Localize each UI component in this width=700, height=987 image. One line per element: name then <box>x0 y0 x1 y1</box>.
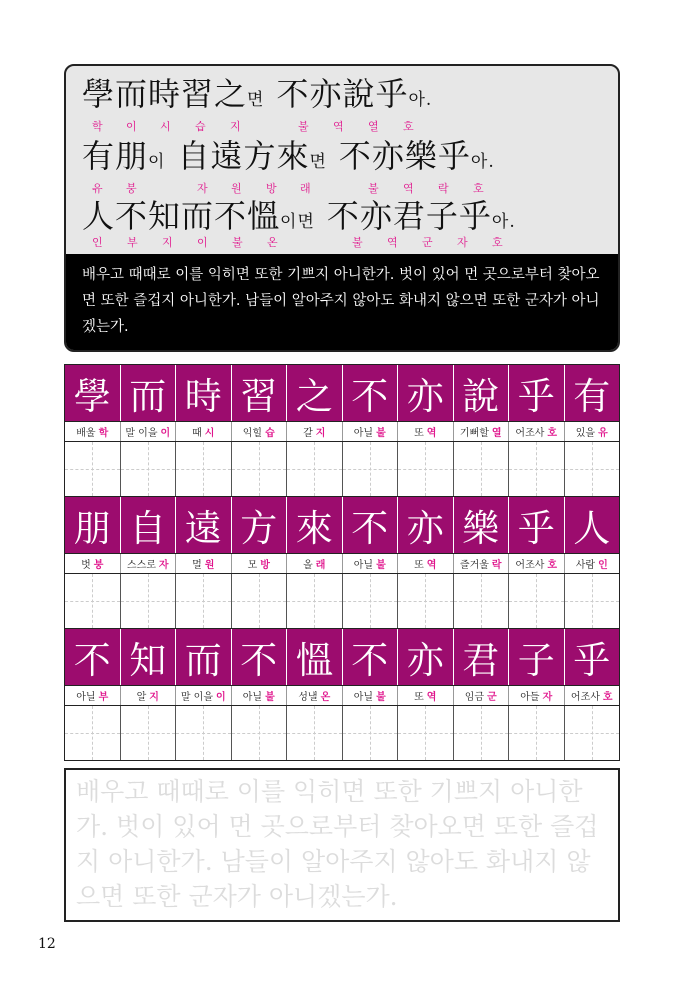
reading: 부 <box>127 236 138 249</box>
hanja-char: 人 <box>573 507 611 550</box>
reading: 온 <box>267 236 278 249</box>
writing-row <box>65 442 619 497</box>
meaning-text: 말 이을 <box>125 428 158 439</box>
writing-cell[interactable] <box>509 706 565 760</box>
meaning-label <box>121 686 177 705</box>
meaning-text: 아닐 <box>242 692 263 703</box>
meaning-text: 멀 <box>192 560 202 571</box>
writing-cell[interactable] <box>343 574 399 628</box>
tracing-text: 배우고 때때로 이를 익히면 또한 기쁘지 아니한가. 벗이 있어 먼 곳으로부터 찾아오면 또한 즐겁지 아니한가. 남들이 알아주지 않아도 화내지 않으면 또한 군자가 아니겠는가. <box>76 777 599 911</box>
page-number: 12 <box>38 936 56 952</box>
suffix: 아. <box>491 212 516 232</box>
writing-cell[interactable] <box>232 706 288 760</box>
meaning-text: 스스로 <box>126 560 156 571</box>
writing-cell[interactable] <box>565 574 620 628</box>
tracing-text-box[interactable] <box>64 768 620 922</box>
reading: 학 <box>92 120 103 133</box>
writing-cell[interactable] <box>454 442 510 496</box>
meaning-label <box>343 554 399 573</box>
meaning-text: 또 <box>414 428 424 439</box>
reading: 이 <box>126 120 137 133</box>
reading: 호 <box>492 236 503 249</box>
grid-row-block <box>65 365 619 497</box>
sound-text: 원 <box>204 560 215 571</box>
reading: 지 <box>162 236 173 249</box>
sound-text: 이 <box>216 692 226 703</box>
writing-cell[interactable] <box>398 442 454 496</box>
meaning-row <box>65 685 619 706</box>
meaning-label <box>176 422 232 441</box>
hanja-char: 亦 <box>398 629 454 685</box>
sound-text: 역 <box>426 428 437 439</box>
hanja-row <box>65 497 619 553</box>
hanja-char: 樂 <box>454 497 510 553</box>
meaning-text: 익힐 <box>242 428 263 439</box>
meaning-label <box>509 422 565 441</box>
hanja-char: 不 <box>65 629 121 685</box>
reading: 불 <box>298 120 309 133</box>
hanja-char: 乎 <box>573 639 611 682</box>
hanja-char: 學 <box>65 365 121 421</box>
hanja-char: 知 <box>121 629 177 685</box>
sound-text: 방 <box>260 560 270 571</box>
writing-cell[interactable] <box>454 574 510 628</box>
hanja-char: 君 <box>454 629 510 685</box>
hanja-char: 朋 <box>65 497 121 553</box>
meaning-label <box>287 422 343 441</box>
sound-text: 부 <box>98 692 109 703</box>
meaning-text: 갈 <box>303 428 313 439</box>
writing-cell[interactable] <box>343 706 399 760</box>
hanja-char: 乎 <box>509 365 565 421</box>
suffix: 아. <box>408 90 433 110</box>
reading: 자 <box>457 236 468 249</box>
meaning-row <box>65 553 619 574</box>
meaning-label <box>565 686 620 705</box>
meaning-label <box>176 686 232 705</box>
reading: 방 <box>266 182 277 195</box>
hanja-char: 亦 <box>398 497 454 553</box>
sound-text: 락 <box>491 560 502 571</box>
meaning-label <box>176 554 232 573</box>
writing-cell[interactable] <box>121 442 177 496</box>
hanja-char: 慍 <box>287 629 343 685</box>
sound-text: 불 <box>265 692 275 703</box>
sound-text: 시 <box>204 428 215 439</box>
meaning-text: 모 <box>247 560 258 571</box>
hanja-char: 有 <box>573 375 611 418</box>
meaning-label <box>121 422 177 441</box>
reading: 시 <box>160 120 171 133</box>
hanja-char: 遠 <box>176 497 232 553</box>
hanja-char: 方 <box>232 497 288 553</box>
writing-cell[interactable] <box>176 574 232 628</box>
hanja-char: 習 <box>232 365 288 421</box>
meaning-text: 배울 <box>76 428 96 439</box>
meaning-label <box>232 686 288 705</box>
meaning-text: 즐거울 <box>459 560 489 571</box>
meaning-label <box>509 686 565 705</box>
meaning-text: 올 <box>303 560 313 571</box>
meaning-label <box>398 554 454 573</box>
meaning-label <box>65 686 121 705</box>
hanja-char: 自 <box>121 497 177 553</box>
writing-cell[interactable] <box>121 574 177 628</box>
writing-cell[interactable] <box>121 706 177 760</box>
hanja-char: 時 <box>176 365 232 421</box>
hanja-char: 乎 <box>509 497 565 553</box>
sound-text: 학 <box>98 428 109 439</box>
meaning-label <box>454 422 510 441</box>
meaning-row <box>65 421 619 442</box>
sound-text: 호 <box>547 560 558 571</box>
writing-cell[interactable] <box>343 442 399 496</box>
meaning-label <box>343 422 399 441</box>
practice-grid <box>64 364 620 761</box>
hanja-char: 不 <box>232 629 288 685</box>
writing-cell[interactable] <box>176 706 232 760</box>
writing-cell[interactable] <box>287 442 343 496</box>
hanja-line-1 <box>82 76 432 118</box>
sound-text: 불 <box>376 428 386 439</box>
sound-text: 습 <box>265 428 275 439</box>
hanja-row <box>65 629 619 685</box>
hanja-line-3 <box>82 198 516 240</box>
meaning-text: 알 <box>136 692 147 703</box>
quote-box <box>64 64 620 352</box>
meaning-text: 또 <box>414 560 424 571</box>
sound-text: 지 <box>149 692 159 703</box>
writing-cell[interactable] <box>565 706 620 760</box>
writing-row <box>65 706 619 761</box>
reading: 원 <box>231 182 242 195</box>
writing-cell[interactable] <box>176 442 232 496</box>
reading: 지 <box>230 120 241 133</box>
reading: 군 <box>422 236 433 249</box>
sound-text: 유 <box>598 428 608 439</box>
meaning-label <box>509 554 565 573</box>
writing-cell[interactable] <box>398 574 454 628</box>
meaning-text: 또 <box>414 692 424 703</box>
meaning-label <box>565 554 620 573</box>
hanja-phrase: 學而時習之 <box>82 75 248 113</box>
sound-text: 열 <box>491 428 502 439</box>
suffix: 이면 <box>280 212 315 232</box>
hanja-char: 不 <box>343 629 399 685</box>
meaning-text: 기뻐할 <box>459 428 489 439</box>
hanja-char: 之 <box>287 365 343 421</box>
meaning-text: 어조사 <box>515 428 545 439</box>
sound-text: 호 <box>602 692 613 703</box>
sound-text: 군 <box>487 692 497 703</box>
sound-text: 지 <box>315 428 326 439</box>
writing-cell[interactable] <box>509 574 565 628</box>
suffix: 면 <box>247 90 265 110</box>
meaning-label <box>398 686 454 705</box>
sound-text: 역 <box>426 692 437 703</box>
meaning-text: 아닐 <box>353 692 374 703</box>
hanja-phrase: 不亦樂乎 <box>338 137 471 175</box>
sound-text: 온 <box>320 692 331 703</box>
hanja-char: 而 <box>176 629 232 685</box>
reading: 호 <box>403 120 414 133</box>
hanja-char: 子 <box>509 629 565 685</box>
meaning-text: 어조사 <box>515 560 545 571</box>
meaning-text: 어조사 <box>570 692 600 703</box>
hanja-phrase: 人不知而不慍 <box>82 197 281 235</box>
hanja-char: 而 <box>121 365 177 421</box>
meaning-text: 말 이을 <box>180 692 213 703</box>
writing-row <box>65 574 619 629</box>
writing-cell[interactable] <box>232 442 288 496</box>
sound-text: 자 <box>542 692 553 703</box>
reading: 열 <box>368 120 379 133</box>
sound-text: 자 <box>158 560 169 571</box>
reading: 호 <box>473 182 484 195</box>
writing-cell[interactable] <box>65 574 121 628</box>
reading: 유 <box>92 182 103 195</box>
sound-text: 래 <box>315 560 326 571</box>
sound-text: 호 <box>547 428 558 439</box>
meaning-text: 벗 <box>81 560 91 571</box>
meaning-label <box>565 422 620 441</box>
suffix: 이 <box>148 152 166 172</box>
translation: 배우고 때때로 이를 익히면 또한 기쁘지 아니한가. 벗이 있어 먼 곳으로부터 찾아오면 또한 즐겁지 아니한가. 남들이 알아주지 않아도 화내지 않으면 또한 군자가 아니겠는가. <box>66 254 618 350</box>
hanja-phrase: 有朋 <box>82 137 149 175</box>
meaning-label <box>287 686 343 705</box>
meaning-text: 아닐 <box>76 692 96 703</box>
meaning-text: 있을 <box>575 428 596 439</box>
reading: 붕 <box>126 182 137 195</box>
meaning-label <box>232 422 288 441</box>
hanja-char: 不 <box>343 497 399 553</box>
meaning-label <box>454 686 510 705</box>
meaning-text: 아닐 <box>353 560 374 571</box>
hanja-row <box>65 365 619 421</box>
meaning-text: 사람 <box>575 560 596 571</box>
writing-cell[interactable] <box>509 442 565 496</box>
sound-text: 붕 <box>93 560 104 571</box>
reading: 습 <box>195 120 206 133</box>
reading: 역 <box>403 182 414 195</box>
writing-cell[interactable] <box>232 574 288 628</box>
meaning-text: 임금 <box>464 692 485 703</box>
reading: 불 <box>368 182 379 195</box>
writing-cell[interactable] <box>65 442 121 496</box>
reading: 역 <box>333 120 344 133</box>
meaning-text: 아들 <box>520 692 540 703</box>
sound-text: 불 <box>376 560 386 571</box>
writing-cell[interactable] <box>565 442 620 496</box>
sound-text: 이 <box>160 428 171 439</box>
meaning-label <box>65 554 121 573</box>
hanja-line-2 <box>82 138 495 180</box>
meaning-label <box>287 554 343 573</box>
suffix: 아. <box>470 152 495 172</box>
meaning-text: 아닐 <box>353 428 374 439</box>
writing-cell[interactable] <box>454 706 510 760</box>
reading: 불 <box>352 236 363 249</box>
reading: 역 <box>387 236 398 249</box>
meaning-text: 때 <box>192 428 202 439</box>
meaning-label <box>65 422 121 441</box>
writing-cell[interactable] <box>287 706 343 760</box>
meaning-label <box>343 686 399 705</box>
hanja-char: 不 <box>343 365 399 421</box>
grid-row-block <box>65 497 619 629</box>
suffix: 면 <box>309 152 327 172</box>
writing-cell[interactable] <box>287 574 343 628</box>
writing-cell[interactable] <box>398 706 454 760</box>
sound-text: 불 <box>376 692 386 703</box>
reading: 인 <box>92 236 103 249</box>
reading: 자 <box>197 182 208 195</box>
hanja-phrase: 不亦君子乎 <box>326 197 492 235</box>
hanja-char: 亦 <box>398 365 454 421</box>
reading: 락 <box>438 182 449 195</box>
writing-cell[interactable] <box>65 706 121 760</box>
grid-row-block <box>65 629 619 761</box>
reading: 이 <box>197 236 208 249</box>
sound-text: 역 <box>426 560 437 571</box>
sound-text: 인 <box>598 560 608 571</box>
meaning-label <box>398 422 454 441</box>
hanja-char: 說 <box>454 365 510 421</box>
hanja-phrase: 不亦說乎 <box>276 75 409 113</box>
meaning-text: 성낼 <box>298 692 318 703</box>
reading: 래 <box>300 182 311 195</box>
reading: 불 <box>232 236 243 249</box>
meaning-label <box>454 554 510 573</box>
hanja-phrase: 自遠方來 <box>177 137 310 175</box>
meaning-label <box>121 554 177 573</box>
meaning-label <box>232 554 288 573</box>
hanja-char: 來 <box>287 497 343 553</box>
